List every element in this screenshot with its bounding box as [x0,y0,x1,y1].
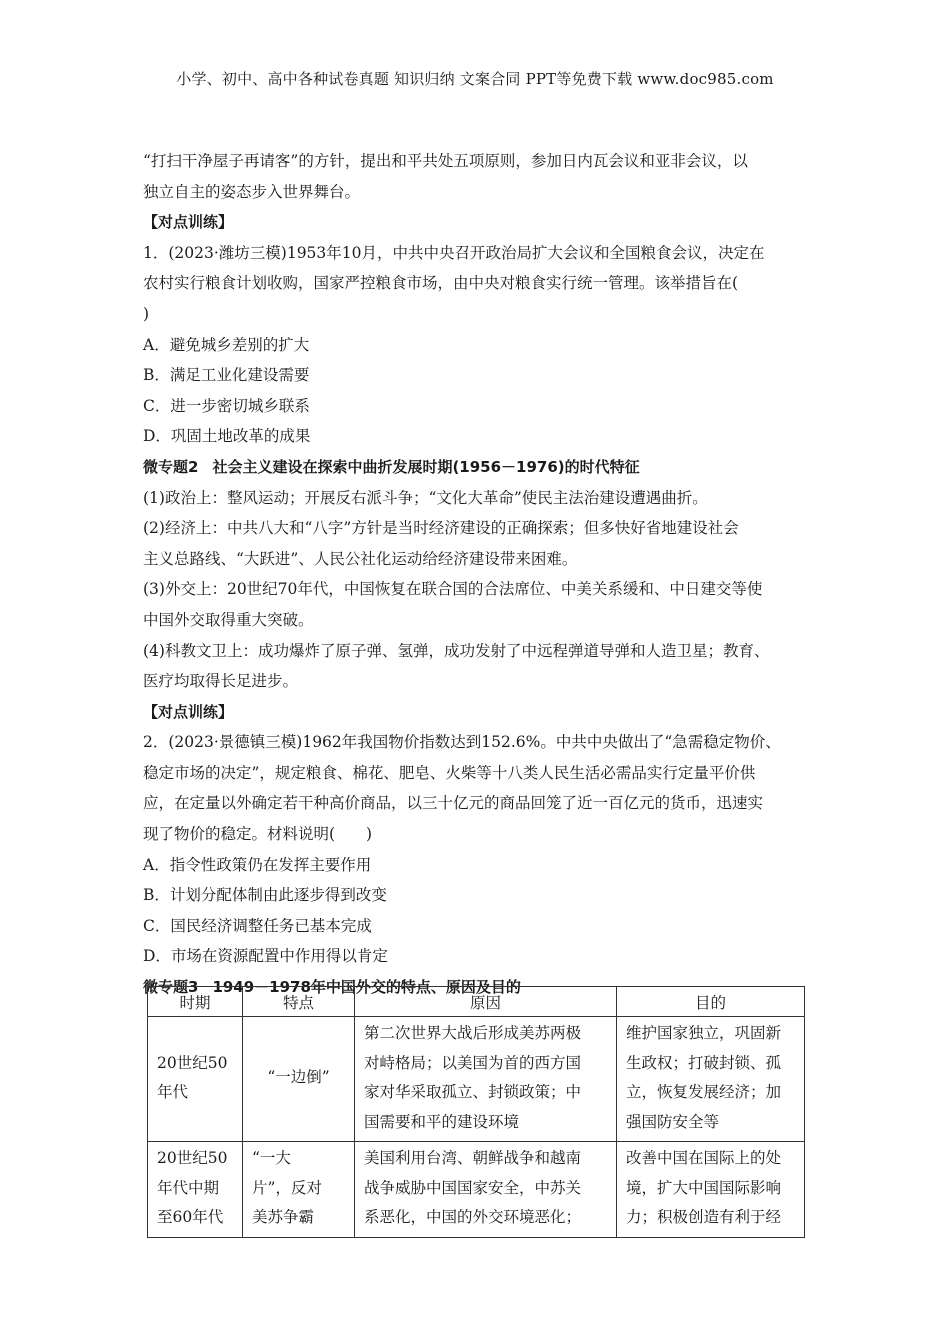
q1-stem-line: 农村实行粮食计划收购，国家严控粮食市场，由中央对粮食实行统一管理。该举措旨在( [143,274,739,293]
table-row [148,1142,805,1238]
practice-heading: 【对点训练】 [143,702,234,721]
q2-option-d[interactable]: D．市场在资源配置中作用得以肯定 [143,947,388,966]
topic2-title: 社会主义建设在探索中曲折发展时期(1956－1976)的时代特征 [212,457,640,476]
q2-stem-line: 2．(2023·景德镇三模)1962年我国物价指数达到152.6%。中共中央做出了“急需稳定物价、 [143,733,781,752]
cell-reason: 第二次世界大战后形成美苏两极 对峙格局；以美国为首的西方国 家对华采取孤立、封锁政策；中 国需要和平的建设环境 [355,1017,617,1142]
topic2-line: 中国外交取得重大突破。 [143,610,314,629]
topic2-line: (1)政治上：整风运动；开展反右派斗争；“文化大革命”使民主法治建设遭遇曲折。 [143,488,708,507]
header-purpose: 目的 [617,987,805,1017]
q2-stem-line: 应，在定量以外确定若干种高价商品，以三十亿元的商品回笼了近一百亿元的货币，迅速实 [143,794,764,813]
intro-line: “打扫干净屋子再请客”的方针，提出和平共处五项原则，参加日内瓦会议和亚非会议，以 [143,152,748,170]
header-feature: 特点 [243,987,355,1017]
q2-option-b[interactable]: B．计划分配体制由此逐步得到改变 [143,886,387,905]
cell-reason: 美国利用台湾、朝鲜战争和越南 战争威胁中国国家安全，中苏关 系恶化，中国的外交环境恶化； [355,1142,617,1238]
cell-period: 20世纪50 年代 [148,1017,243,1142]
topic2-line: (4)科教文卫上：成功爆炸了原子弹、氢弹，成功发射了中远程弹道导弹和人造卫星；教育、 [143,641,770,660]
q1-option-a[interactable]: A．避免城乡差别的扩大 [143,335,310,354]
cell-feature: “一边倒” [243,1017,355,1142]
topic3-title: 1949－1978年中国外交的特点、原因及目的 [212,978,521,997]
q2-stem-line: 现了物价的稳定。材料说明( ) [143,825,373,844]
header-period: 时期 [148,987,243,1017]
q1-option-b[interactable]: B．满足工业化建设需要 [143,366,310,385]
cell-purpose: 维护国家独立，巩固新 生政权；打破封锁、孤 立，恢复发展经济；加 强国防安全等 [617,1017,805,1142]
table-header-row [148,987,805,1017]
table-row [148,1017,805,1142]
topic2-line: 医疗均取得长足进步。 [143,672,299,691]
q1-option-c[interactable]: C．进一步密切城乡联系 [143,396,310,415]
q1-stem-line: 1．(2023·潍坊三模)1953年10月，中共中央召开政治局扩大会议和全国粮食会议，决定在 [143,243,765,262]
q2-option-a[interactable]: A．指令性政策仍在发挥主要作用 [143,855,372,874]
topic2-label: 微专题2 [143,457,199,476]
diplomacy-table [147,986,805,1238]
page-header: 小学、初中、高中各种试卷真题 知识归纳 文案合同 PPT等免费下载 www.doc985.com [176,70,774,88]
q1-option-d[interactable]: D．巩固土地改革的成果 [143,427,311,446]
header-reason: 原因 [355,987,617,1017]
q2-stem-line: 稳定市场的决定”，规定粮食、棉花、肥皂、火柴等十八类人民生活必需品实行定量平价供 [143,763,756,782]
topic3-label: 微专题3 [143,978,199,997]
document-body [143,146,823,1003]
practice-heading: 【对点训练】 [143,213,234,232]
topic2-line: (3)外交上：20世纪70年代，中国恢复在联合国的合法席位、中美关系缓和、中日建交等使 [143,580,763,599]
topic2-heading [143,452,823,483]
intro-line: 独立自主的姿态步入世界舞台。 [143,182,361,201]
q1-stem-line: ) [143,304,150,323]
cell-feature: “一大 片”，反对 美苏争霸 [243,1142,355,1238]
q2-option-c[interactable]: C．国民经济调整任务已基本完成 [143,916,372,935]
cell-period: 20世纪50 年代中期 至60年代 [148,1142,243,1238]
topic2-line: 主义总路线、“大跃进”、人民公社化运动给经济建设带来困难。 [143,549,578,568]
topic2-line: (2)经济上：中共八大和“八字”方针是当时经济建设的正确探索；但多快好省地建设社会 [143,519,739,538]
cell-purpose: 改善中国在国际上的处 境，扩大中国国际影响 力；积极创造有利于经 [617,1142,805,1238]
